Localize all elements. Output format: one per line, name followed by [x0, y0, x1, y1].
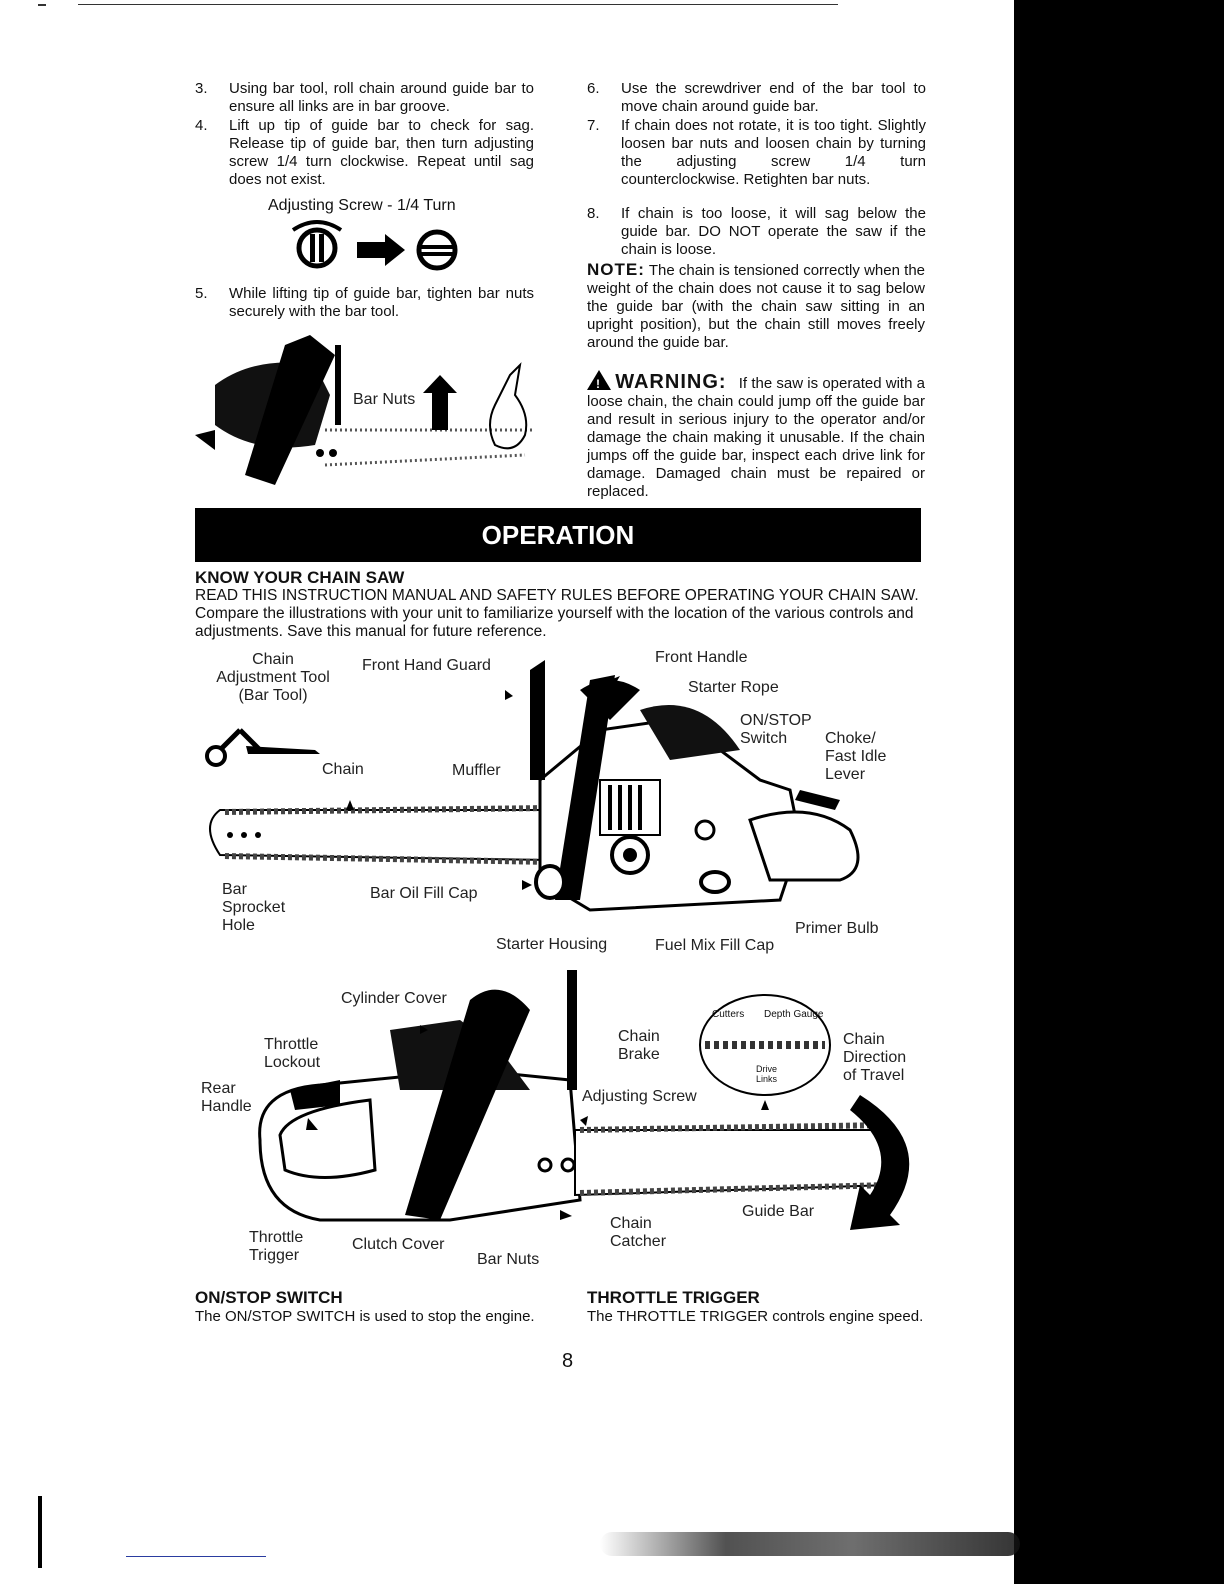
- throttle-lockout-label: Throttle Lockout: [264, 1036, 321, 1071]
- step-4: [195, 117, 535, 189]
- bar-nuts-illustration: [195, 335, 545, 495]
- warning-label: WARNING:: [615, 371, 727, 393]
- bar-nuts-label: Bar Nuts: [353, 391, 416, 408]
- step-number: 8.: [587, 205, 600, 222]
- adjusting-screw-figure: [285, 220, 465, 280]
- fuel-cap-icon: [701, 872, 729, 892]
- primer-bulb-label: Primer Bulb: [795, 920, 879, 937]
- page-number: 8: [562, 1350, 574, 1372]
- bottom-underline: [126, 1556, 266, 1557]
- step-text: Lift up tip of guide bar to check for sag. Release tip of guide bar, then turn adjusting screw 1/4 turn clockwise. Repeat until sag does not exist.: [229, 117, 534, 188]
- up-arrow-icon: [423, 375, 457, 430]
- screw-turned-icon: [419, 232, 455, 268]
- engine-body: [530, 660, 858, 910]
- step-text: While lifting tip of guide bar, tighten bar nuts securely with the bar tool.: [229, 285, 534, 320]
- throttle-trigger-label: Throttle Trigger: [249, 1229, 304, 1264]
- warning-text: If the saw is operated with a loose chain, the chain could jump off the guide bar and result in serious injury to the operator and/or damage the chain making it unusable. If the chain jumps off the guide bar, inspect each drive link for damage. Damaged chain must be repaired or replaced.: [587, 375, 925, 500]
- note-label: NOTE:: [587, 260, 645, 279]
- bar-tool-icon: [207, 730, 320, 765]
- chain-label: Chain: [322, 761, 364, 778]
- top-left-mark: [38, 4, 46, 6]
- rear-handle-label: Rear Handle: [201, 1080, 252, 1115]
- cylinder-cover-label: Cylinder Cover: [341, 990, 447, 1007]
- step-8: [587, 205, 927, 259]
- step-number: 3.: [195, 80, 208, 97]
- throttle-trigger-text: The THROTTLE TRIGGER controls engine speed.: [587, 1308, 924, 1325]
- starter-rope-label: Starter Rope: [688, 679, 779, 696]
- on-stop-switch-heading: ON/STOP SWITCH: [195, 1288, 343, 1307]
- adjusting-screw-caption: Adjusting Screw - 1/4 Turn: [268, 197, 456, 214]
- step-5: [195, 285, 535, 321]
- chain-brake-label: Chain Brake: [618, 1028, 660, 1063]
- throttle-trigger-heading: THROTTLE TRIGGER: [587, 1288, 760, 1307]
- on-stop-switch-text: The ON/STOP SWITCH is used to stop the engine.: [195, 1308, 535, 1325]
- bar-oil-fill-cap-label: Bar Oil Fill Cap: [370, 885, 478, 902]
- note-block: [587, 261, 925, 352]
- on-stop-switch-label: ON/STOP Switch: [740, 712, 812, 747]
- warning-icon: !: [587, 370, 611, 390]
- chain-direction-label: Chain Direction of Travel: [843, 1031, 907, 1084]
- starter-housing-label: Starter Housing: [496, 936, 608, 953]
- chain-catcher-label: Chain Catcher: [610, 1215, 667, 1250]
- step-text: Use the screwdriver end of the bar tool to move chain around guide bar.: [621, 80, 926, 115]
- warning-block: [587, 370, 925, 501]
- step-3: [195, 80, 535, 116]
- bar-nuts-label-2: Bar Nuts: [477, 1251, 540, 1268]
- hand-icon: [490, 365, 526, 448]
- scan-edge-shadow: [1014, 0, 1224, 1584]
- clutch-cover-label: Clutch Cover: [352, 1236, 445, 1253]
- step-number: 4.: [195, 117, 208, 134]
- operation-title: OPERATION: [481, 520, 635, 550]
- screw-slotted-icon: [299, 230, 335, 266]
- bottom-left-mark: [38, 1496, 42, 1568]
- guide-bar-chain: [210, 808, 550, 862]
- step-6: [587, 80, 927, 116]
- step-7: [587, 117, 927, 205]
- guide-bar-left: [575, 1125, 905, 1195]
- chain-adjustment-tool-label: Chain Adjustment Tool (Bar Tool): [216, 651, 330, 704]
- fuel-mix-fill-cap-label: Fuel Mix Fill Cap: [655, 937, 775, 954]
- note-text: The chain is tensioned correctly when the weight of the chain does not cause it to sag below the guide bar (with the chain saw sitting in an upright position), but the chain still moves freely around the guide bar.: [587, 262, 925, 351]
- muffler-label: Muffler: [452, 762, 501, 779]
- step-text: If chain is too loose, it will sag below the guide bar. DO NOT operate the saw if the chain is loose.: [621, 205, 926, 258]
- cutters-label: Cutters: [712, 1009, 745, 1020]
- choke-lever-label: Choke/ Fast Idle Lever: [825, 730, 887, 783]
- front-hand-guard-label: Front Hand Guard: [362, 657, 491, 674]
- step-number: 7.: [587, 117, 600, 134]
- step-text: If chain does not rotate, it is too tight. Slightly loosen bar nuts and loosen chain by turning the adjusting screw 1/4 turn counterclockwise. Retighten bar nuts.: [621, 117, 926, 188]
- drive-links-label: Drive Links: [756, 1064, 778, 1084]
- bar-sprocket-hole-label: Bar Sprocket Hole: [222, 881, 286, 934]
- step-text: Using bar tool, roll chain around guide bar to ensure all links are in bar groove.: [229, 80, 534, 115]
- oil-cap-icon: [536, 866, 564, 898]
- step-number: 6.: [587, 80, 600, 97]
- operation-banner: [195, 508, 921, 562]
- know-heading: KNOW YOUR CHAIN SAW: [195, 568, 405, 587]
- primer-bulb-icon: [696, 821, 714, 839]
- know-text: READ THIS INSTRUCTION MANUAL AND SAFETY RULES BEFORE OPERATING YOUR CHAIN SAW. Compare the illustrations with your unit to familiarize yourself with the location of the various controls and adjustments. Save this manual for future reference.: [195, 587, 919, 640]
- top-rule: [78, 4, 838, 5]
- front-handle-label: Front Handle: [655, 649, 748, 666]
- depth-gauge-label: Depth Gauge: [764, 1009, 824, 1020]
- step-number: 5.: [195, 285, 208, 302]
- adjusting-screw-label: Adjusting Screw: [582, 1088, 697, 1105]
- bottom-smudge: [600, 1532, 1020, 1556]
- guide-bar-label: Guide Bar: [742, 1203, 815, 1220]
- bar-nut-icon: [539, 1159, 551, 1171]
- turn-arrow-icon: [357, 234, 405, 266]
